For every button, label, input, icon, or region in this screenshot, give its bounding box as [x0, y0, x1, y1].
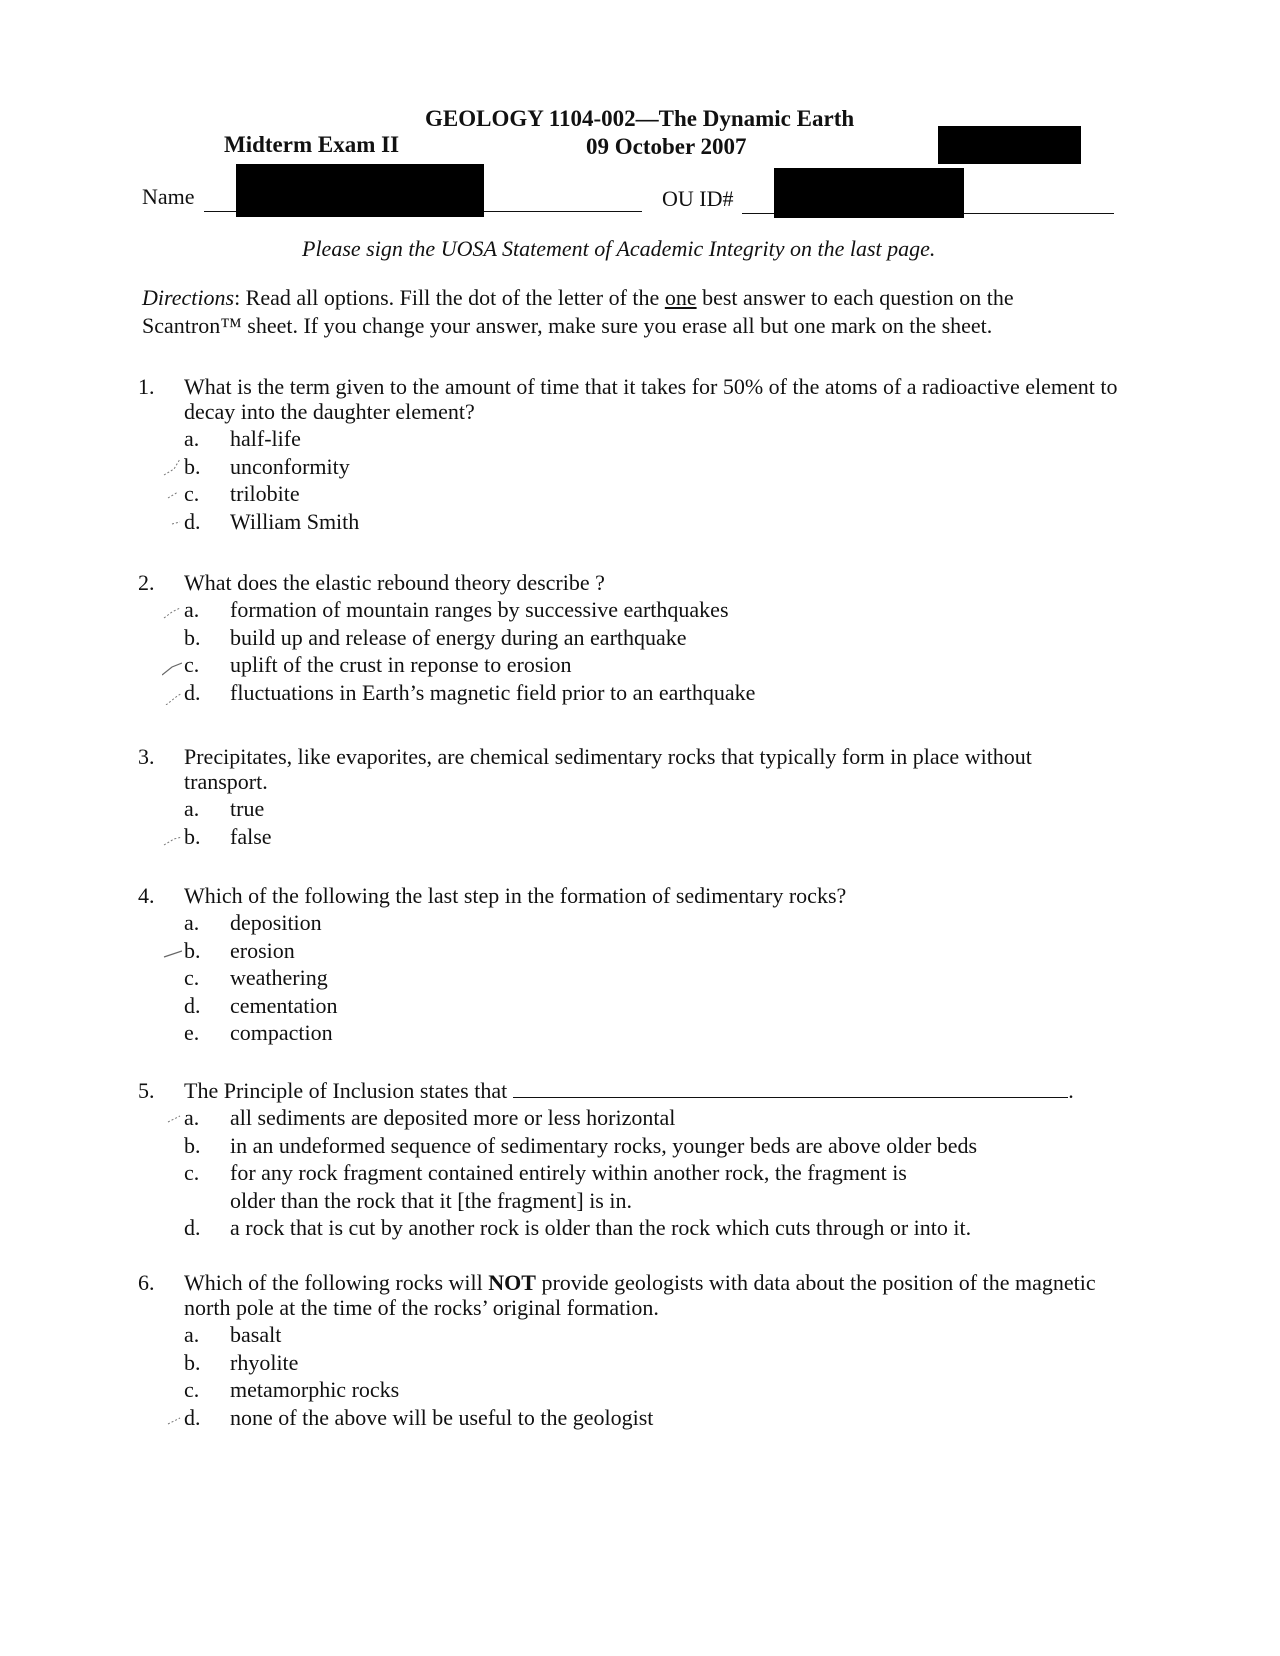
- option-text: deposition: [230, 910, 322, 935]
- option-text: weathering: [230, 965, 328, 990]
- name-redaction: [236, 164, 484, 217]
- question-stem-text-1: Which of the following rocks will: [184, 1270, 489, 1295]
- option-letter: c.: [184, 1377, 200, 1402]
- option-letter: c.: [184, 965, 200, 990]
- question-stem-text-2: provide geologists with data about the position of the magnetic north pole at the time of the rocks’ original formation.: [184, 1270, 1096, 1320]
- answer-blank[interactable]: [513, 1081, 1068, 1098]
- option-a[interactable]: [184, 1321, 1118, 1349]
- option-a[interactable]: [184, 425, 1118, 453]
- pencil-tick-mark: [162, 596, 182, 622]
- option-text: fluctuations in Earth’s magnetic field prior to an earthquake: [230, 679, 756, 705]
- pencil-tick-mark: [162, 679, 182, 705]
- option-letter: c.: [184, 481, 200, 506]
- option-letter: d.: [184, 1404, 201, 1430]
- option-text: half-life: [230, 426, 301, 451]
- option-text: for any rock fragment contained entirely within another rock, the fragment is: [230, 1160, 907, 1185]
- option-letter: b.: [184, 823, 201, 849]
- option-letter: a.: [184, 426, 200, 451]
- option-text: William Smith: [230, 508, 360, 534]
- pencil-tick-mark: [162, 508, 182, 534]
- option-a[interactable]: [184, 909, 1118, 937]
- option-b[interactable]: [184, 1132, 1118, 1160]
- option-text-continued: older than the rock that it [the fragment] is in.: [230, 1187, 632, 1213]
- pencil-tick-mark: [162, 651, 182, 677]
- option-text: trilobite: [230, 481, 300, 506]
- question-stem-text: The Principle of Inclusion states that: [184, 1078, 508, 1103]
- question-number: 3.: [138, 744, 155, 769]
- option-letter: d.: [184, 679, 201, 705]
- question-stem: What is the term given to the amount of time that it takes for 50% of the atoms of a radioactive element to decay into the daughter element?: [184, 374, 1118, 424]
- option-a[interactable]: [184, 1104, 1118, 1132]
- directions-underlined: one: [664, 285, 697, 310]
- option-text: erosion: [230, 937, 295, 963]
- option-letter: d.: [184, 1215, 201, 1240]
- redaction-box-top-right: [938, 126, 1081, 164]
- option-letter: d.: [184, 992, 201, 1018]
- exam-title: Midterm Exam II: [224, 132, 400, 157]
- pencil-tick-mark: [162, 1104, 182, 1130]
- option-d[interactable]: [184, 1404, 1118, 1432]
- option-b[interactable]: [184, 624, 1118, 652]
- question-stem: What does the elastic rebound theory describe ?: [184, 570, 605, 595]
- option-c[interactable]: [184, 651, 1118, 679]
- option-c[interactable]: [184, 1159, 1118, 1187]
- option-text: none of the above will be useful to the geologist: [230, 1404, 654, 1430]
- option-c[interactable]: [184, 1376, 1118, 1404]
- option-text: metamorphic rocks: [230, 1377, 400, 1402]
- question-stem-emphasis: NOT: [488, 1270, 536, 1295]
- question-number: 4.: [138, 883, 155, 908]
- question-stem: Which of the following the last step in the formation of sedimentary rocks?: [184, 883, 847, 908]
- pencil-tick-mark: [162, 937, 182, 963]
- option-text: a rock that is cut by another rock is older than the rock which cuts through or into it.: [230, 1215, 972, 1240]
- option-letter: a.: [184, 597, 200, 622]
- option-text: formation of mountain ranges by successive earthquakes: [230, 597, 729, 622]
- option-letter: c.: [184, 1160, 200, 1185]
- option-text: rhyolite: [230, 1349, 299, 1375]
- option-b[interactable]: [184, 823, 1118, 851]
- option-letter: d.: [184, 508, 201, 534]
- option-c[interactable]: [184, 480, 1118, 508]
- option-c[interactable]: [184, 964, 1118, 992]
- option-text: cementation: [230, 992, 338, 1018]
- integrity-note: Please sign the UOSA Statement of Academic Integrity on the last page.: [302, 236, 936, 261]
- id-redaction: [774, 168, 964, 218]
- option-text: false: [230, 823, 272, 849]
- option-d[interactable]: [184, 1214, 1118, 1242]
- option-letter: b.: [184, 937, 201, 963]
- option-letter: b.: [184, 624, 201, 650]
- option-text: compaction: [230, 1020, 333, 1045]
- id-label: OU ID#: [662, 186, 734, 211]
- course-title: GEOLOGY 1104-002—The Dynamic Earth: [425, 106, 855, 131]
- option-letter: a.: [184, 910, 200, 935]
- question-number: 5.: [138, 1078, 155, 1103]
- option-d[interactable]: [184, 679, 1118, 707]
- question-3: [138, 744, 1118, 850]
- option-text: unconformity: [230, 453, 350, 479]
- option-text: in an undeformed sequence of sedimentary rocks, younger beds are above older beds: [230, 1132, 978, 1158]
- option-a[interactable]: [184, 596, 1118, 624]
- question-stem: The Principle of Inclusion states that .: [184, 1078, 1074, 1103]
- question-number: 2.: [138, 570, 155, 595]
- exam-date: 09 October 2007: [586, 134, 747, 159]
- pencil-tick-mark: [162, 1404, 182, 1430]
- option-text: true: [230, 796, 265, 821]
- option-text: basalt: [230, 1322, 282, 1347]
- directions-text-2: best answer to each question on the Scantron™ sheet. If you change your answer, make sure you erase all but one mark on the sheet.: [142, 285, 1014, 338]
- question-number: 1.: [138, 374, 155, 399]
- option-letter: b.: [184, 1349, 201, 1375]
- question-stem: [184, 1270, 1118, 1320]
- directions: [142, 284, 1112, 340]
- option-e[interactable]: [184, 1019, 1118, 1047]
- option-letter: a.: [184, 796, 200, 821]
- option-d[interactable]: [184, 992, 1118, 1020]
- option-d[interactable]: [184, 508, 1118, 536]
- question-number: 6.: [138, 1270, 155, 1295]
- option-b[interactable]: [184, 937, 1118, 965]
- question-1: [138, 374, 1118, 535]
- pencil-tick-mark: [162, 453, 182, 479]
- option-text: uplift of the crust in reponse to erosion: [230, 652, 572, 677]
- option-a[interactable]: [184, 795, 1118, 823]
- option-letter: a.: [184, 1105, 200, 1130]
- option-letter: e.: [184, 1020, 200, 1045]
- question-6: [138, 1270, 1118, 1431]
- option-letter: b.: [184, 1132, 201, 1158]
- option-c-continued: [184, 1187, 1118, 1215]
- question-5: [138, 1078, 1118, 1242]
- question-2: [138, 570, 1118, 706]
- option-letter: c.: [184, 652, 200, 677]
- pencil-tick-mark: [162, 823, 182, 849]
- option-text: all sediments are deposited more or less horizontal: [230, 1105, 676, 1130]
- question-4: [138, 883, 1118, 1047]
- question-stem: Precipitates, like evaporites, are chemical sedimentary rocks that typically form in place without transport.: [184, 744, 1032, 794]
- name-label: Name: [142, 184, 195, 209]
- option-letter: b.: [184, 453, 201, 479]
- option-b[interactable]: [184, 1349, 1118, 1377]
- directions-label: Directions: [142, 285, 235, 310]
- pencil-tick-mark: [162, 480, 182, 506]
- option-letter: a.: [184, 1322, 200, 1347]
- directions-text-1: : Read all options. Fill the dot of the letter of the: [234, 285, 665, 310]
- option-b[interactable]: [184, 453, 1118, 481]
- option-text: build up and release of energy during an earthquake: [230, 624, 687, 650]
